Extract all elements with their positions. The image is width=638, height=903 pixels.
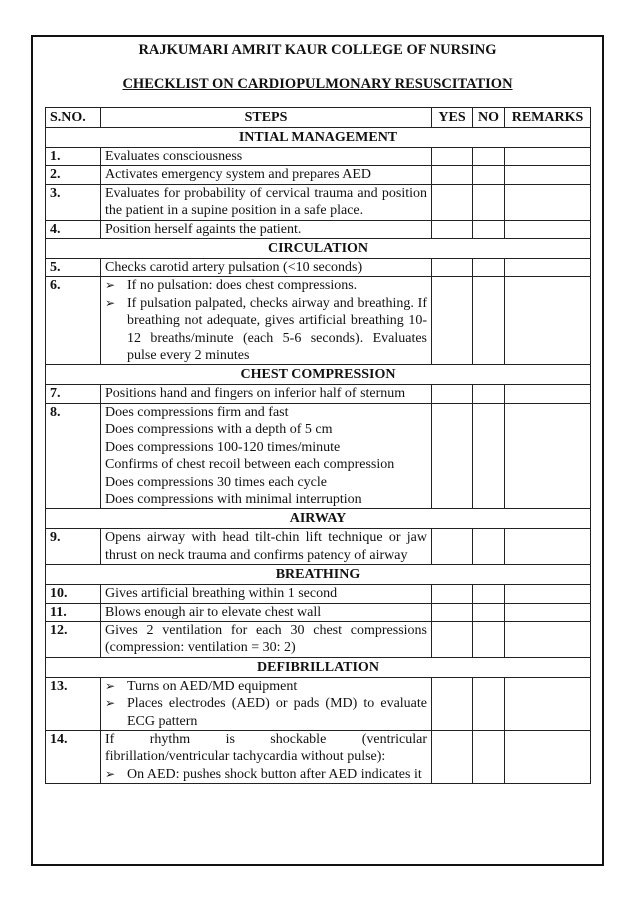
section-airway: AIRWAY [46,509,591,529]
row-number: 6. [46,277,101,365]
remarks-cell[interactable] [505,184,591,220]
step-line: If rhythm is shockable (ventricular fibrillation/ventricular tachycardia without pulse): [105,731,427,765]
yes-cell[interactable] [432,585,473,603]
no-cell[interactable] [473,621,505,657]
no-cell[interactable] [473,603,505,621]
row-number: 14. [46,730,101,783]
table-row [46,184,591,220]
yes-cell[interactable] [432,385,473,403]
remarks-cell[interactable] [505,277,591,365]
remarks-cell[interactable] [505,403,591,508]
table-row [46,385,591,403]
remarks-cell[interactable] [505,220,591,238]
table-row [46,166,591,184]
no-cell[interactable] [473,403,505,508]
no-cell[interactable] [473,529,505,565]
remarks-cell[interactable] [505,585,591,603]
table-row [46,220,591,238]
remarks-cell[interactable] [505,385,591,403]
step-text: Gives artificial breathing within 1 second [101,585,432,603]
college-name: RAJKUMARI AMRIT KAUR COLLEGE OF NURSING [138,42,497,58]
yes-cell[interactable] [432,259,473,277]
table-row [46,585,591,603]
table-row [46,259,591,277]
step-text [101,730,432,783]
bullet-text: Turns on AED/MD equipment [127,678,298,694]
yes-cell[interactable] [432,621,473,657]
step-text: Gives 2 ventilation for each 30 chest compressions (compression: ventilation = 30: 2) [101,621,432,657]
yes-cell[interactable] [432,148,473,166]
yes-cell[interactable] [432,220,473,238]
section-breathing: BREATHING [46,565,591,585]
arrow-bullet-icon: ➢ [105,295,116,310]
step-text: Activates emergency system and prepares AED [101,166,432,184]
step-line: Does compressions 30 times each cycle [105,474,327,490]
col-no: NO [473,108,505,128]
table-row [46,403,591,508]
step-text: Opens airway with head tilt-chin lift technique or jaw thrust on neck trauma and confirms patency of airway [101,529,432,565]
yes-cell[interactable] [432,677,473,730]
step-text: Evaluates consciousness [101,148,432,166]
no-cell[interactable] [473,730,505,783]
row-number: 4. [46,220,101,238]
table-row [46,529,591,565]
yes-cell[interactable] [432,277,473,365]
row-number: 5. [46,259,101,277]
row-number: 1. [46,148,101,166]
yes-cell[interactable] [432,603,473,621]
col-steps: STEPS [101,108,432,128]
yes-cell[interactable] [432,403,473,508]
row-number: 9. [46,529,101,565]
yes-cell[interactable] [432,529,473,565]
bullet-text: Places electrodes (AED) or pads (MD) to evaluate ECG pattern [127,696,427,729]
yes-cell[interactable] [432,166,473,184]
no-cell[interactable] [473,385,505,403]
step-line: Confirms of chest recoil between each compression [105,457,395,473]
row-number: 10. [46,585,101,603]
col-yes: YES [432,108,473,128]
remarks-cell[interactable] [505,603,591,621]
step-line: Does compressions with a depth of 5 cm [105,422,333,438]
remarks-cell[interactable] [505,529,591,565]
no-cell[interactable] [473,148,505,166]
no-cell[interactable] [473,184,505,220]
arrow-bullet-icon: ➢ [105,278,116,293]
section-defibrillation: DEFIBRILLATION [46,657,591,677]
step-line: Does compressions firm and fast [105,404,289,420]
step-line: Does compressions 100-120 times/minute [105,439,341,455]
remarks-cell[interactable] [505,166,591,184]
no-cell[interactable] [473,585,505,603]
step-text: Blows enough air to elevate chest wall [101,603,432,621]
row-number: 13. [46,677,101,730]
document-frame [31,35,604,866]
table-row [46,148,591,166]
arrow-bullet-icon: ➢ [105,696,116,711]
no-cell[interactable] [473,259,505,277]
table-row [46,730,591,783]
row-number: 2. [46,166,101,184]
no-cell[interactable] [473,220,505,238]
arrow-bullet-icon: ➢ [105,678,116,693]
step-text: Position herself againts the patient. [101,220,432,238]
bullet-text: If pulsation palpated, checks airway and breathing. If breathing not adequate, gives artificial breathing 10-12 breaths/minute (each 5-6 seconds). Evaluates pulse every 2 minutes [127,295,427,364]
arrow-bullet-icon: ➢ [105,766,116,781]
remarks-cell[interactable] [505,621,591,657]
bullet-text: If no pulsation: does chest compressions. [127,278,358,294]
step-text: Positions hand and fingers on inferior half of sternum [101,385,432,403]
step-text: Checks carotid artery pulsation (<10 seconds) [101,259,432,277]
yes-cell[interactable] [432,730,473,783]
table-row [46,621,591,657]
section-initial-management: INTIAL MANAGEMENT [46,128,591,148]
step-text [101,277,432,365]
remarks-cell[interactable] [505,259,591,277]
no-cell[interactable] [473,277,505,365]
row-number: 7. [46,385,101,403]
remarks-cell[interactable] [505,677,591,730]
no-cell[interactable] [473,677,505,730]
step-line: Does compressions with minimal interruption [105,491,362,507]
yes-cell[interactable] [432,184,473,220]
table-row [46,677,591,730]
section-chest-compression: CHEST COMPRESSION [46,365,591,385]
step-text: Evaluates for probability of cervical trauma and position the patient in a supine position in a safe place. [101,184,432,220]
step-text [101,403,432,508]
row-number: 3. [46,184,101,220]
step-text [101,677,432,730]
col-remarks: REMARKS [505,108,591,128]
section-circulation: CIRCULATION [46,239,591,259]
remarks-cell[interactable] [505,148,591,166]
bullet-text: On AED: pushes shock button after AED indicates it [127,766,422,782]
header-row [46,108,591,128]
row-number: 11. [46,603,101,621]
col-sno: S.NO. [46,108,101,128]
no-cell[interactable] [473,166,505,184]
row-number: 8. [46,403,101,508]
cpr-checklist-table [45,107,591,784]
checklist-title: CHECKLIST ON CARDIOPULMONARY RESUSCITATION [122,76,513,92]
row-number: 12. [46,621,101,657]
remarks-cell[interactable] [505,730,591,783]
table-row [46,277,591,365]
table-row [46,603,591,621]
